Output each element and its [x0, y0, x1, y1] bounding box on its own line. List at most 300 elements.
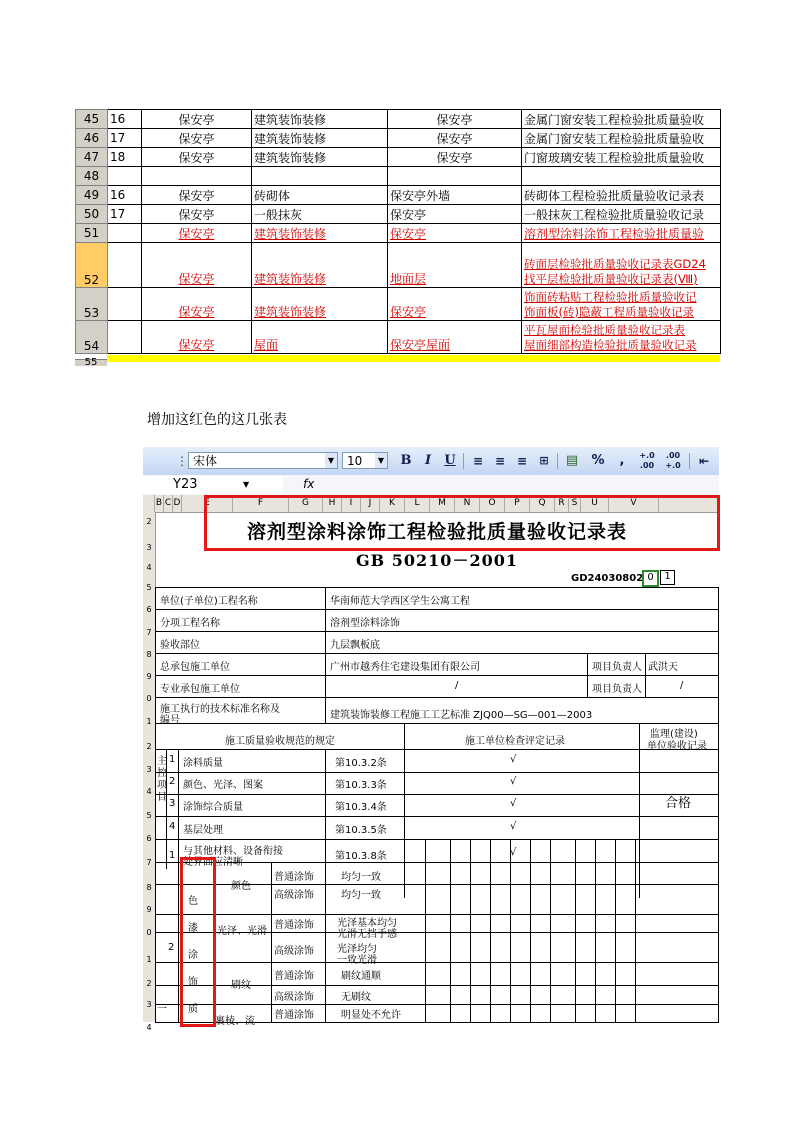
item-name: 涂饰综合质量: [183, 802, 243, 813]
cell-no[interactable]: [108, 205, 142, 224]
row-level: 高级涂饰: [274, 946, 314, 957]
cell-form-name[interactable]: [522, 186, 721, 205]
grid-line: [155, 609, 719, 610]
grid-line: [718, 587, 719, 1022]
percent-button[interactable]: %: [591, 453, 605, 468]
grid-line: [155, 723, 719, 724]
merge-center-icon[interactable]: ⊞: [539, 454, 549, 467]
row-header[interactable]: [76, 110, 108, 129]
sheet-row: [76, 167, 721, 186]
name-box-value: Y23: [173, 477, 198, 492]
column-highlight-box: [180, 857, 216, 1027]
cell-category-text: 屋面: [254, 338, 279, 352]
grid-line: [490, 839, 491, 1022]
cell-building[interactable]: [142, 148, 252, 167]
cell-location-text: 保安亭: [436, 150, 473, 165]
font-size-select[interactable]: [342, 452, 388, 469]
color-paint-label: 饰: [188, 977, 198, 988]
column-header[interactable]: G: [289, 495, 323, 512]
row-header[interactable]: [76, 205, 108, 224]
row-header-text: 52: [83, 273, 100, 287]
cell-no-text: 16: [110, 112, 126, 126]
grid-line: [155, 631, 719, 632]
cell-location-text: 保安亭: [390, 226, 427, 241]
standard-label: 施工执行的技术标准名称及: [160, 704, 280, 715]
check-mark: √: [510, 776, 517, 787]
row-header-text: 50: [83, 207, 100, 221]
row-requirement: 明显处不允许: [341, 1010, 401, 1021]
grid-line: [325, 749, 326, 1022]
row-requirement: 刷纹通顺: [341, 971, 381, 982]
cell-building[interactable]: [142, 129, 252, 148]
column-header[interactable]: J: [361, 495, 380, 512]
cell-location-text: 地面层: [390, 272, 427, 286]
cell-category[interactable]: [252, 288, 388, 321]
gen-check-mark: √: [510, 847, 517, 858]
part-label: 验收部位: [160, 640, 200, 651]
formatting-toolbar: [143, 447, 719, 476]
row-header[interactable]: 9: [146, 905, 152, 914]
row-header[interactable]: 4: [146, 1023, 152, 1032]
align-center-icon[interactable]: ≡: [494, 454, 506, 468]
row-requirement: 光泽基本均匀: [337, 918, 397, 929]
cell-building-text: 保安亭: [178, 272, 215, 286]
cell-building[interactable]: [142, 288, 252, 321]
row-header-text: 51: [83, 226, 100, 240]
caption-text: 增加这红色的这几张表: [147, 412, 287, 428]
italic-button[interactable]: I: [424, 453, 432, 468]
row-header[interactable]: 2: [146, 979, 152, 988]
row-requirement: 无刷纹: [341, 992, 371, 1003]
row-header[interactable]: 9: [146, 672, 152, 681]
sheet-row: [76, 321, 721, 354]
row-group: 颜色: [231, 881, 251, 892]
row-level: 普通涂饰: [274, 920, 314, 931]
subitem-value: 溶剂型涂料涂饰: [330, 618, 400, 629]
cell-building[interactable]: [142, 205, 252, 224]
font-name-value: 宋体: [193, 454, 218, 468]
cell-form-name-line: 饰面砖粘贴工程检验批质量验收记: [524, 290, 697, 304]
supervisor-header: 监理(建设): [650, 729, 698, 740]
sheet-row: [76, 129, 721, 148]
column-header[interactable]: L: [405, 495, 430, 512]
cell-building-text: 保安亭: [178, 207, 215, 222]
row-header[interactable]: 1: [146, 717, 152, 726]
cell-category-text: 砖砌体: [254, 188, 291, 203]
cell-form-name-text: 金属门窗安装工程检验批质量验收: [524, 112, 705, 127]
grid-line: [404, 723, 405, 898]
row-header-text: 46: [83, 131, 100, 145]
cell-category[interactable]: [252, 243, 388, 288]
pm2-label: 项目负责人: [592, 684, 642, 695]
cell-no[interactable]: [108, 243, 142, 288]
grid-line: [639, 723, 640, 898]
title-highlight-box: [204, 495, 720, 551]
item-name: 颜色、光泽、图案: [183, 780, 263, 791]
standard-label-2: 编号: [160, 715, 180, 726]
item-name: 涂料质量: [183, 758, 223, 769]
underline-button[interactable]: U: [444, 453, 456, 468]
row-header[interactable]: 2: [146, 742, 152, 751]
row-header[interactable]: 1: [146, 955, 152, 964]
grid-line: [325, 697, 326, 723]
cell-location[interactable]: [388, 205, 522, 224]
row-header-55[interactable]: 55: [75, 359, 107, 366]
decrease-decimal-button[interactable]: .00 +.0: [665, 451, 681, 470]
row-header[interactable]: 6: [146, 834, 152, 843]
cell-location-text: 保安亭: [436, 112, 473, 127]
cell-form-name[interactable]: [522, 129, 721, 148]
cell-no[interactable]: [108, 148, 142, 167]
chevron-down-icon[interactable]: ▼: [325, 453, 337, 468]
gen-item-name: 与其他材料、设备衔接: [183, 846, 283, 857]
column-header[interactable]: M: [430, 495, 455, 512]
cell-category-text: 建筑装饰装修: [254, 305, 327, 319]
row-header[interactable]: [76, 288, 108, 321]
grid-line: [325, 587, 326, 697]
row-level: 高级涂饰: [274, 992, 314, 1003]
row-header[interactable]: 4: [146, 787, 152, 796]
row-header[interactable]: [76, 129, 108, 148]
cell-category-text: 建筑装饰装修: [254, 272, 327, 286]
grid-line: [645, 653, 646, 697]
row-header[interactable]: 5: [146, 583, 152, 592]
column-header[interactable]: R: [555, 495, 569, 512]
cell-location[interactable]: [388, 110, 522, 129]
main-control-label: 目: [157, 792, 167, 803]
grid-line: [155, 816, 719, 817]
code-box-1[interactable]: 0: [642, 570, 659, 587]
formula-bar: [143, 475, 719, 496]
cell-location-text: 保安亭: [390, 207, 427, 222]
chevron-down-icon[interactable]: ▼: [243, 480, 250, 489]
cell-category[interactable]: [252, 224, 388, 243]
grid-line: [155, 697, 719, 698]
pm-label: 项目负责人: [592, 662, 642, 673]
item-name: 基层处理: [183, 825, 223, 836]
grid-line: [510, 839, 511, 1022]
cell-form-name-line: 砖面层检验批质量验收记录表GD24: [524, 257, 706, 271]
unit-value: 华南师范大学西区学生公寓工程: [330, 596, 470, 607]
column-header[interactable]: I: [342, 495, 361, 512]
cell-form-name-text: 砖砌体工程检验批质量验收记录表: [524, 188, 705, 203]
toolbar-separator: [463, 453, 464, 469]
color-paint-label: 色: [188, 896, 198, 907]
grid-line: [470, 839, 471, 1022]
sheet-row: [76, 186, 721, 205]
column-header[interactable]: H: [323, 495, 342, 512]
inspection-form: [155, 512, 719, 1027]
row-header[interactable]: 3: [146, 765, 152, 774]
cell-form-name[interactable]: [522, 167, 721, 186]
cell-location[interactable]: [388, 288, 522, 321]
selection-highlight-bar: [107, 355, 720, 362]
cell-building[interactable]: [142, 224, 252, 243]
item-number: 1: [169, 754, 176, 765]
sheet-row: [76, 224, 721, 243]
cell-location-text: 保安亭外墙: [390, 188, 451, 203]
cell-no-text: 17: [110, 131, 126, 145]
cell-no[interactable]: [108, 288, 142, 321]
cell-category[interactable]: [252, 129, 388, 148]
column-header[interactable]: P: [505, 495, 530, 512]
cell-form-name-text: 溶剂型涂料涂饰工程检验批质量验: [524, 226, 705, 241]
cell-building[interactable]: [142, 321, 252, 354]
column-header[interactable]: O: [480, 495, 505, 512]
cell-category-text: 建筑装饰装修: [254, 150, 327, 165]
cell-building-text: 保安亭: [178, 338, 215, 352]
spec-header: 施工质量验收规范的规定: [225, 736, 335, 747]
row-requirement: 光泽均匀: [337, 944, 377, 955]
unit-label: 单位(子单位)工程名称: [160, 596, 258, 607]
row-header-text: 48: [83, 169, 100, 183]
cell-category-text: 建筑装饰装修: [254, 226, 327, 241]
grid-line: [425, 839, 426, 1022]
cell-no[interactable]: [108, 186, 142, 205]
column-header[interactable]: [143, 495, 155, 512]
sub-contractor-value: /: [455, 680, 459, 691]
cell-no[interactable]: [108, 167, 142, 186]
contractor-value: 广州市越秀住宅建设集团有限公司: [330, 662, 480, 673]
grid-line: [155, 587, 719, 588]
cell-location[interactable]: [388, 129, 522, 148]
fx-icon[interactable]: fx: [303, 477, 315, 491]
cell-no-text: 16: [110, 188, 126, 202]
row-group: 裹棱、流: [215, 1016, 255, 1027]
row-header[interactable]: 3: [146, 1000, 152, 1009]
row-header[interactable]: 7: [146, 858, 152, 867]
increase-decimal-button[interactable]: +.0 .00: [639, 451, 655, 470]
cell-form-name[interactable]: [522, 243, 721, 288]
row-header-text: 53: [83, 306, 100, 320]
align-right-icon[interactable]: ≡: [516, 454, 528, 468]
row-header[interactable]: [76, 167, 108, 186]
standard-value: 建筑装饰装修工程施工工艺标准 ZJQ00—SG—001—2003: [330, 710, 593, 721]
sheet-row: [76, 148, 721, 167]
cell-category[interactable]: [252, 110, 388, 129]
cell-no-text: 17: [110, 207, 126, 221]
cell-location-text: 保安亭屋面: [390, 338, 451, 352]
grid-line: [450, 839, 451, 1022]
main-control-label: 主: [157, 756, 167, 767]
grid-line: [575, 839, 576, 1022]
cell-building-text: 保安亭: [178, 305, 215, 319]
cell-building-text: 保安亭: [178, 188, 215, 203]
cell-building[interactable]: [142, 186, 252, 205]
check-mark: √: [510, 821, 517, 832]
font-name-select[interactable]: [188, 452, 338, 469]
grid-line: [155, 794, 719, 795]
cell-location[interactable]: [388, 243, 522, 288]
row-requirement-2: 一致光滑: [337, 955, 377, 966]
cell-building-text: 保安亭: [178, 131, 215, 146]
grid-line: [595, 839, 596, 1022]
row-header[interactable]: [76, 148, 108, 167]
row-header[interactable]: [76, 243, 108, 288]
cell-no[interactable]: [108, 224, 142, 243]
grid-line: [155, 772, 719, 773]
form-code: GD24030802: [571, 573, 644, 584]
grid-line: [155, 587, 156, 1022]
grid-line: [178, 749, 179, 1022]
sheet-row: [76, 288, 721, 321]
grid-line: [155, 653, 719, 654]
cell-form-name[interactable]: [522, 205, 721, 224]
row-header[interactable]: 8: [146, 650, 152, 659]
pm-value: 武洪天: [648, 662, 678, 673]
cell-no[interactable]: [108, 321, 142, 354]
item-clause: 第10.3.3条: [335, 780, 387, 791]
cell-no-text: 18: [110, 150, 126, 164]
color-paint-label: 涂: [188, 950, 198, 961]
row-header-text: 54: [83, 339, 100, 353]
sheet-row: [76, 243, 721, 288]
cell-form-name[interactable]: [522, 288, 721, 321]
cell-location[interactable]: [388, 321, 522, 354]
cell-form-name-line: 屋面细部构造检验批质量验收记录: [524, 338, 697, 352]
spreadsheet-snippet: [75, 109, 720, 365]
column-header[interactable]: C: [164, 495, 173, 512]
row-header[interactable]: 0: [146, 928, 152, 937]
form-title: 溶剂型涂料涂饰工程检验批质量验收记录表: [246, 521, 627, 543]
row-header[interactable]: [76, 186, 108, 205]
grid-line: [271, 862, 272, 1022]
cell-building-text: 保安亭: [178, 226, 215, 241]
grid-line: [550, 839, 551, 1022]
cell-building[interactable]: [142, 167, 252, 186]
gen-item-clause: 第10.3.8条: [335, 851, 387, 862]
cell-location-text: 保安亭: [436, 131, 473, 146]
cell-form-name-text: 门窗玻璃安装工程检验批质量验收: [524, 150, 705, 165]
column-header[interactable]: U: [581, 495, 609, 512]
item-clause: 第10.3.5条: [335, 825, 387, 836]
check-header: 施工单位检查评定记录: [465, 736, 565, 747]
comma-button[interactable]: ,: [619, 453, 625, 468]
sheet-row: [76, 205, 721, 224]
align-left-icon[interactable]: ≡: [472, 454, 484, 468]
row-header[interactable]: 2: [146, 517, 152, 526]
cell-form-name-line: 找平层检验批质量验收记录表(Ⅷ): [524, 272, 698, 286]
cell-category[interactable]: [252, 167, 388, 186]
column-header[interactable]: B: [155, 495, 164, 512]
cell-category[interactable]: [252, 321, 388, 354]
column-header[interactable]: N: [455, 495, 480, 512]
cell-building-text: 保安亭: [178, 112, 215, 127]
decrease-indent-icon[interactable]: ⇤: [698, 454, 710, 468]
cell-location[interactable]: [388, 167, 522, 186]
column-header[interactable]: Q: [530, 495, 555, 512]
cell-no[interactable]: [108, 129, 142, 148]
cell-form-name[interactable]: [522, 321, 721, 354]
cell-form-name-text: 一般抹灰工程检验批质量验收记录: [524, 207, 705, 222]
cell-category[interactable]: [252, 205, 388, 224]
item-number: 4: [169, 821, 176, 832]
font-size-value: 10: [347, 454, 363, 468]
gen-item-number-2: 2: [168, 942, 175, 953]
gen-item-number: 1: [169, 850, 176, 861]
main-result: 合格: [665, 796, 692, 811]
row-level: 普通涂饰: [274, 872, 314, 883]
cell-form-name-line: 饰面板(砖)隐蔽工程质量验收记录: [524, 305, 694, 319]
row-level: 高级涂饰: [274, 890, 314, 901]
cell-building[interactable]: [142, 243, 252, 288]
code-box-2[interactable]: 1: [660, 570, 675, 585]
row-header-text: 49: [83, 188, 100, 202]
row-header[interactable]: 8: [146, 883, 152, 892]
gen-item-name-2: 处界面应清晰: [183, 857, 243, 868]
currency-icon[interactable]: ▤: [565, 453, 579, 468]
toolbar-separator: [689, 453, 690, 469]
row-header[interactable]: [76, 224, 108, 243]
row-requirement-2: 光滑无挡手感: [337, 929, 397, 940]
cell-category[interactable]: [252, 186, 388, 205]
sub-contractor-label: 专业承包施工单位: [160, 684, 240, 695]
supervisor-header-2: 单位验收记录: [647, 741, 707, 752]
row-header[interactable]: [76, 321, 108, 354]
cell-form-name[interactable]: [522, 110, 721, 129]
grid-line: [530, 839, 531, 1022]
color-paint-label: 漆: [188, 923, 198, 934]
item-clause: 第10.3.2条: [335, 758, 387, 769]
row-header[interactable]: 0: [146, 694, 152, 703]
row-header[interactable]: 7: [146, 628, 152, 637]
column-header[interactable]: V: [609, 495, 659, 512]
bold-button[interactable]: B: [400, 453, 412, 468]
grid-line: [587, 653, 588, 697]
row-level: 普通涂饰: [274, 971, 314, 982]
column-header[interactable]: K: [380, 495, 405, 512]
cell-location[interactable]: [388, 186, 522, 205]
cell-category-text: 建筑装饰装修: [254, 112, 327, 127]
grid-line: [155, 675, 719, 676]
cell-form-name[interactable]: [522, 148, 721, 167]
column-header[interactable]: F: [233, 495, 289, 512]
toolbar-separator: [557, 453, 558, 469]
cell-no[interactable]: [108, 110, 142, 129]
row-header-text: 45: [83, 112, 100, 126]
check-mark: √: [510, 798, 517, 809]
column-header[interactable]: E: [182, 495, 233, 512]
column-header[interactable]: D: [173, 495, 182, 512]
excel-screenshot: [143, 447, 719, 1032]
chevron-down-icon[interactable]: ▼: [375, 453, 387, 468]
subitem-label: 分项工程名称: [160, 618, 220, 629]
cell-building[interactable]: [142, 110, 252, 129]
cell-category[interactable]: [252, 148, 388, 167]
cell-location[interactable]: [388, 224, 522, 243]
row-header[interactable]: 5: [146, 811, 152, 820]
row-requirement: 均匀一致: [341, 890, 381, 901]
cell-form-name[interactable]: [522, 224, 721, 243]
row-header[interactable]: 6: [146, 605, 152, 614]
check-mark: √: [510, 754, 517, 765]
cell-category-text: 建筑装饰装修: [254, 131, 327, 146]
column-header[interactable]: S: [569, 495, 581, 512]
row-level: 普通涂饰: [274, 1010, 314, 1021]
cell-location[interactable]: [388, 148, 522, 167]
item-clause: 第10.3.4条: [335, 802, 387, 813]
row-header-text: 47: [83, 150, 100, 164]
form-standard: GB 50210－2001: [356, 551, 518, 570]
name-box[interactable]: [143, 476, 283, 494]
main-control-label: 项: [157, 780, 167, 791]
grid-line: [615, 839, 616, 1022]
row-header[interactable]: 4: [146, 563, 152, 572]
cell-category-text: 一般抹灰: [254, 207, 303, 222]
cell-location-text: 保安亭: [390, 305, 427, 319]
row-header[interactable]: 3: [146, 543, 152, 552]
row-group: 光泽、光滑: [217, 926, 267, 937]
